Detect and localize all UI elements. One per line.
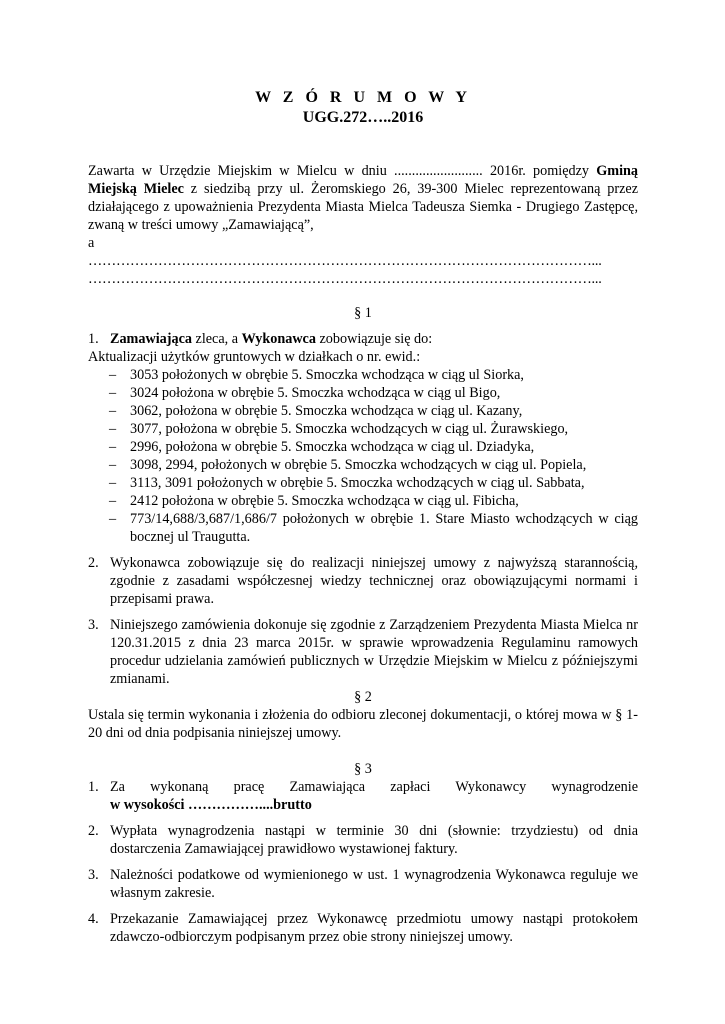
parcel-item: – 3062, położona w obrębie 5. Smoczka wchodząca w ciąg ul. Kazany, <box>88 402 638 420</box>
parcel-item: – 3098, 2994, położonych w obrębie 5. Smoczka wchodzących w ciąg ul. Popiela, <box>88 456 638 474</box>
document-title: W Z Ó R U M O W Y <box>255 89 471 106</box>
section1-list-cont <box>88 554 638 688</box>
item3-text: Należności podatkowe od wymienionego w ust. 1 wynagrodzenia Wykonawca reguluje we własnym zakresie. <box>110 867 638 901</box>
contract-page <box>88 88 638 946</box>
section2-heading: § 2 <box>354 689 372 705</box>
intro-and: a <box>88 235 95 251</box>
intro-part1: Zawarta w Urzędzie Miejskim w Mielcu w dniu ......................... 2016r. pomiędzy <box>88 163 589 179</box>
item-number: 3. <box>88 617 99 633</box>
item1-end: zobowiązuje się do: <box>315 331 433 347</box>
section1-item-2 <box>88 554 638 608</box>
item2-text: Wykonawca zobowiązuje się do realizacji niniejszej umowy z najwyższą starannością, zgodnie z zasadami współczesnej wiedzy technicznej oraz obowiązującymi normami i przepisami prawa. <box>110 555 638 607</box>
item1-mid: zleca, a <box>191 331 242 347</box>
item-number: 4. <box>88 911 99 927</box>
item2-text: Wypłata wynagrodzenia nastąpi w terminie 30 dni (słownie: trzydziestu) od dnia dostarczenia Zamawiającej prawidłowo wystawionej faktury. <box>110 823 638 857</box>
item-number: 2. <box>88 555 99 571</box>
parcel-list <box>88 366 638 546</box>
intro-paragraph <box>88 162 638 234</box>
section3-item-4 <box>88 910 638 946</box>
section2-text: Ustala się termin wykonania i złożenia do odbioru zleconej dokumentacji, o której mowa w § 1- 20 dni od dnia podpisania niniejszej umowy. <box>88 707 638 741</box>
contractor-dots-line-2: ………………………………………………………………………………………………... <box>88 271 602 287</box>
payment-amount: w wysokości ……………....brutto <box>110 797 312 813</box>
item1-bold-contractor: Wykonawca <box>241 331 316 347</box>
section3-heading: § 3 <box>354 761 372 777</box>
payment-line: Za wykonaną pracę Zamawiająca zapłaci Wykonawcy wynagrodzenie <box>110 779 638 795</box>
section3-list <box>88 778 638 946</box>
item-number: 1. <box>88 331 99 347</box>
section1-scope: Aktualizacji użytków gruntowych w działkach o nr. ewid.: <box>88 349 421 365</box>
parcel-item: – 3053 położonych w obrębie 5. Smoczka wchodząca w ciąg ul Siorka, <box>88 366 638 384</box>
parcel-item: – 3113, 3091 położonych w obrębie 5. Smoczka wchodzących w ciąg ul. Sabbata, <box>88 474 638 492</box>
parcel-item: – 773/14,688/3,687/1,686/7 położonych w obrębie 1. Stare Miasto wchodzących w ciąg bocznej ul Traugutta. <box>88 510 638 546</box>
item-number: 1. <box>88 779 99 795</box>
parcel-item: – 2412 położona w obrębie 5. Smoczka wchodząca w ciąg ul. Fibicha, <box>88 492 638 510</box>
section3-item-1 <box>88 778 638 814</box>
section1-item-1 <box>88 330 638 348</box>
item3-text: Niniejszego zamówienia dokonuje się zgodnie z Zarządzeniem Prezydenta Miasta Mielca nr 120.31.2015 z dnia 23 marca 2015r. w sprawie wprowadzenia Regulaminu ramowych procedur udzielania zamówień publicznych w Urzędzie Miejskim w Mielcu z późniejszymi zmianami. <box>110 617 638 687</box>
parcel-item: – 3024 położona w obrębie 5. Smoczka wchodząca w ciąg ul Bigo, <box>88 384 638 402</box>
section1-list <box>88 330 638 348</box>
item4-text: Przekazanie Zamawiającej przez Wykonawcę przedmiotu umowy nastąpi protokołem zdawczo-odbiorczym podpisanym przez obie strony niniejszej umowy. <box>110 911 638 945</box>
contractor-dots-line-1: ………………………………………………………………………………………………... <box>88 253 602 269</box>
item1-bold-client: Zamawiająca <box>110 331 192 347</box>
intro-part2: z siedzibą przy ul. Żeromskiego 26, 39-300 Mielec reprezentowaną przez działającego z upoważnienia Prezydenta Miasta Mielca Tadeusza Siemka - Drugiego Zastępcę, zwaną w treści umowy „Zamawiającą”, <box>88 181 638 233</box>
item-number: 3. <box>88 867 99 883</box>
parcel-item: – 3077, położona w obrębie 5. Smoczka wchodzących w ciąg ul. Żurawskiego, <box>88 420 638 438</box>
section3-item-2 <box>88 822 638 858</box>
section1-item-3 <box>88 616 638 688</box>
document-number: UGG.272…..2016 <box>302 109 424 126</box>
section1-heading: § 1 <box>354 305 372 321</box>
parcel-item: – 2996, położona w obrębie 5. Smoczka wchodząca w ciąg ul. Dziadyka, <box>88 438 638 456</box>
intro-party: Gminą Miejską Mielec <box>88 163 638 197</box>
item-number: 2. <box>88 823 99 839</box>
section3-item-3 <box>88 866 638 902</box>
